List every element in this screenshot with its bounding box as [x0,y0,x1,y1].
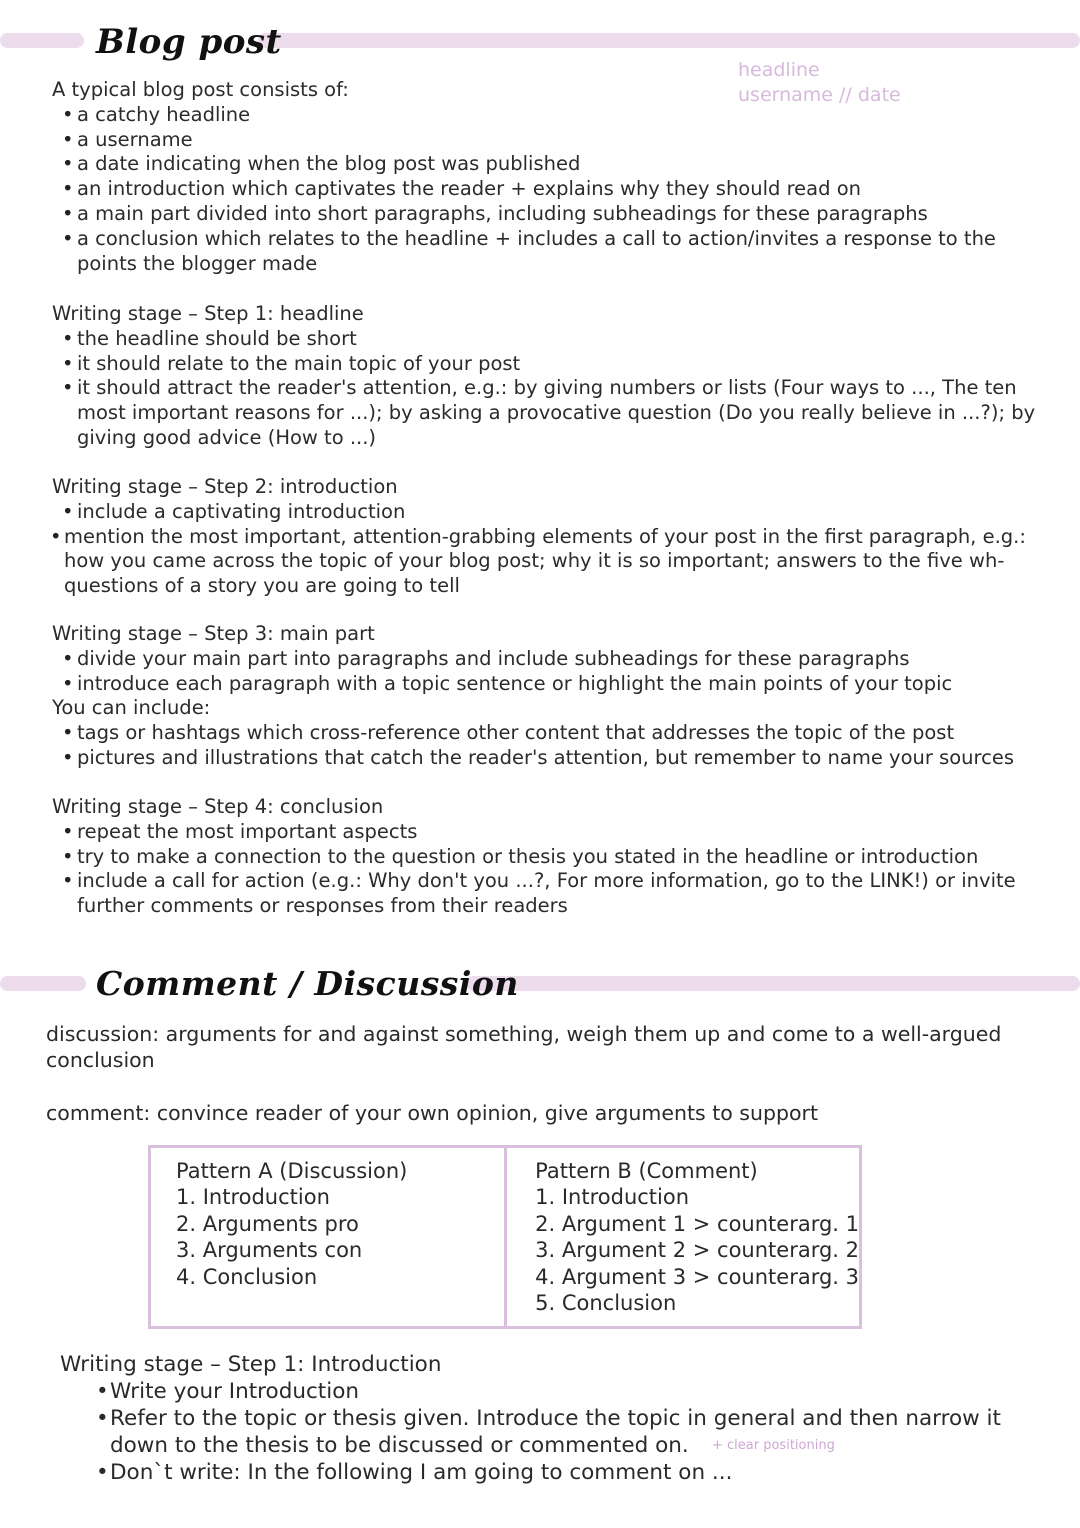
aside-line-2: username // date [738,84,901,106]
bullet-list [52,820,1042,919]
list-item: • Refer to the topic or thesis given. Introduce the topic in general and then narrow it down to the thesis to be discussed or commented on. [60,1405,1050,1459]
list-item: • include a captivating introduction [52,500,1042,525]
pattern-a-item: 2. Arguments pro [176,1211,359,1236]
pattern-a-item: 1. Introduction [176,1185,330,1210]
title-band-right [258,33,1080,48]
discussion-definition: discussion: arguments for and against something, weigh them up and come to a well-argued conclusion [46,1022,1002,1072]
blog-step2-section [52,475,1042,599]
list-item: • repeat the most important aspects [52,820,1042,845]
list-item: • divide your main part into paragraphs and include subheadings for these paragraphs [52,647,1042,672]
blog-step1-section [52,302,1042,451]
comment-definition: comment: convince reader of your own opinion, give arguments to support [46,1101,818,1125]
list-item: • try to make a connection to the question or thesis you stated in the headline or introduction [52,845,1042,870]
title-band-left [0,976,86,991]
section-heading: Writing stage – Step 2: introduction [52,475,398,498]
pattern-b-item: 3. Argument 2 > counterarg. 2 [535,1238,859,1263]
list-item: • a username [52,128,1042,153]
patterns-table [148,1145,862,1329]
pattern-b-item: 1. Introduction [535,1185,690,1210]
bullet-list [52,500,1042,599]
comment-step1-section [60,1351,1050,1486]
blog-step4-section [52,795,1042,919]
list-item: • tags or hashtags which cross-reference other content that addresses the topic of the post [52,721,1042,746]
section-heading: Writing stage – Step 1: Introduction [60,1352,442,1377]
section-heading: A typical blog post consists of: [52,78,349,101]
pattern-b-item: 5. Conclusion [535,1291,677,1316]
section-heading: Writing stage – Step 4: conclusion [52,795,384,818]
sub-heading: You can include: [52,696,211,720]
list-item: • mention the most important, attention-grabbing elements of your post in the first paragraph, e.g.: how you came across the topic of your blog post; why it is so important; answers to the five wh-questions of a story you are going to tell [52,525,1042,599]
bullet-list [52,327,1042,451]
list-item: • it should attract the reader's attention, e.g.: by giving numbers or lists (Four ways to ..., The ten most important reasons for ...); by asking a provocative question (Do you really believe in ...?); by giving good advice (How to ...) [52,376,1042,450]
list-item: • a date indicating when the blog post was published [52,152,1042,177]
bullet-list [52,103,1042,277]
list-item: • Don`t write: In the following I am going to comment on ... [60,1459,1050,1486]
pattern-b-column [507,1148,859,1326]
pattern-a-column [151,1148,507,1326]
pattern-a-item: 3. Arguments con [176,1238,363,1263]
title-band-left [0,33,84,48]
blog-structure-section [52,78,1042,276]
bullet-list [52,647,1042,697]
list-item: • it should relate to the main topic of your post [52,352,1042,377]
handwritten-note: + clear positioning [712,1438,835,1453]
list-item: • an introduction which captivates the reader + explains why they should read on [52,177,1042,202]
pattern-b-item: 4. Argument 3 > counterarg. 3 [535,1264,859,1289]
pattern-b-item: 2. Argument 1 > counterarg. 1 [535,1211,859,1236]
bullet-list [60,1378,1050,1486]
pattern-a-item: 4. Conclusion [176,1264,318,1289]
bullet-list [52,721,1042,771]
list-item: • Write your Introduction [60,1378,1050,1405]
list-item: • pictures and illustrations that catch the reader's attention, but remember to name your sources [52,746,1042,771]
list-item: • a main part divided into short paragraphs, including subheadings for these paragraphs [52,202,1042,227]
list-item: • include a call for action (e.g.: Why don't you ...?, For more information, go to the LINK!) or invite further comments or responses from their readers [52,869,1042,919]
comment-discussion-title: Comment / Discussion [96,964,519,1003]
section-heading: Writing stage – Step 3: main part [52,622,375,645]
pattern-b-title: Pattern B (Comment) [535,1159,758,1183]
list-item: • a conclusion which relates to the headline + includes a call to action/invites a response to the points the blogger made [52,227,1042,277]
list-item: • a catchy headline [52,103,1042,128]
section-heading: Writing stage – Step 1: headline [52,302,364,325]
blog-post-title: Blog post [96,22,282,62]
aside-line-1: headline [738,59,820,81]
list-item: • introduce each paragraph with a topic sentence or highlight the main points of your topic [52,672,1042,697]
list-item: • the headline should be short [52,327,1042,352]
pattern-a-title: Pattern A (Discussion) [176,1159,408,1183]
title-band-right [466,976,1080,991]
blog-step3-section [52,622,1042,771]
